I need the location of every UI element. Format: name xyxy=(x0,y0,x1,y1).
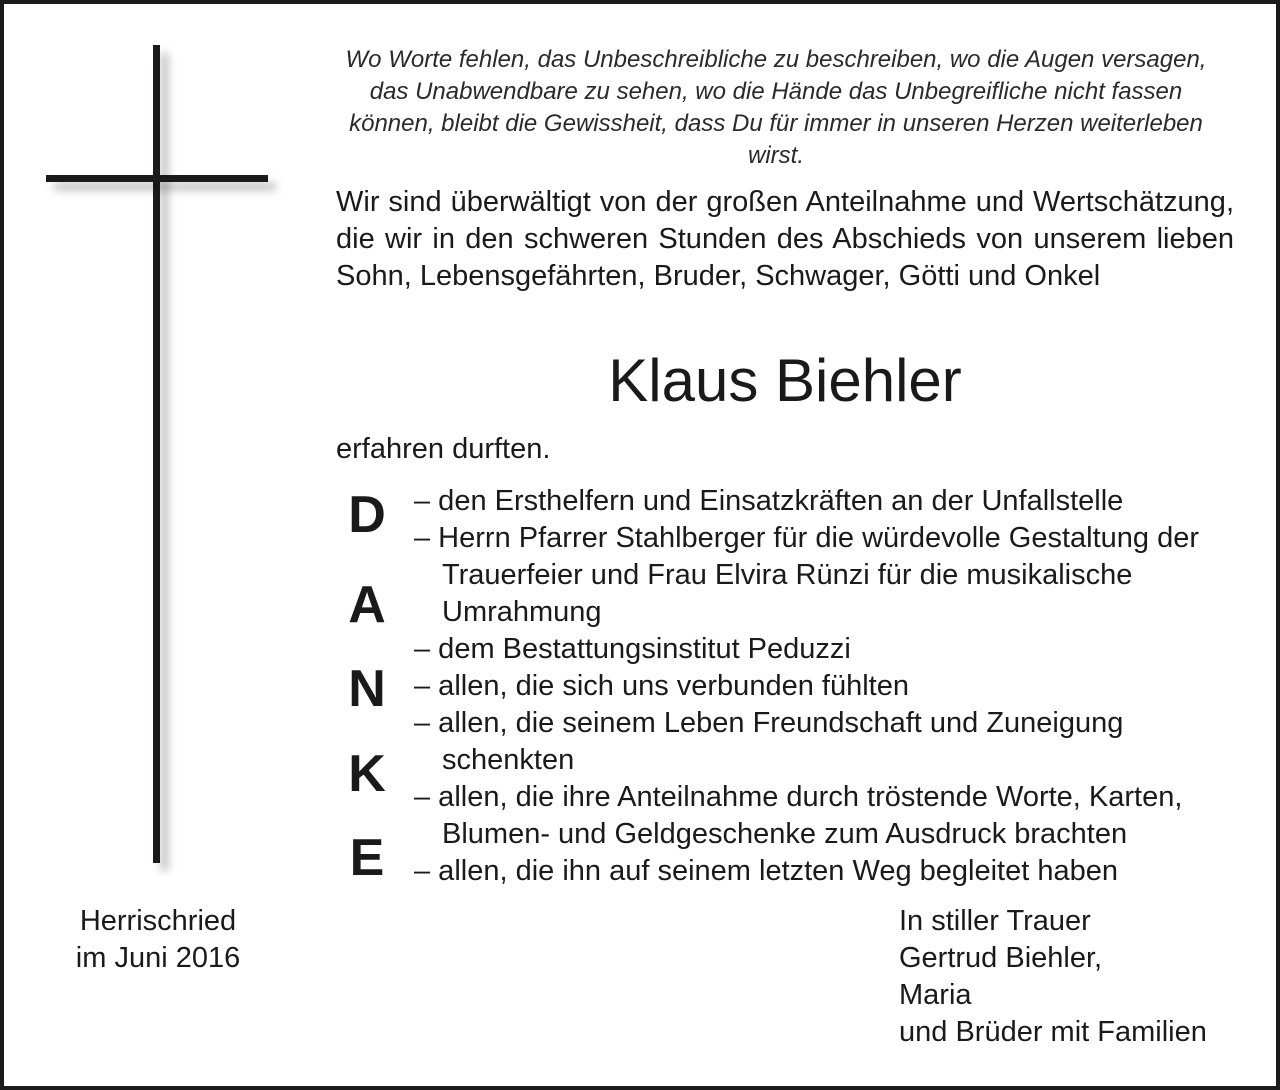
place-town: Herrischried xyxy=(79,905,237,937)
list-item: – dem Bestattungsinstitut Peduzzi xyxy=(414,633,851,665)
danke-letter: A xyxy=(348,576,386,634)
danke-letter: D xyxy=(348,486,386,544)
cross-horizontal-beam xyxy=(46,175,268,182)
place-date: im Juni 2016 xyxy=(75,942,241,974)
signature-line: und Brüder mit Familien xyxy=(899,1016,1207,1048)
list-item: – allen, die ihn auf seinem letzten Weg begleitet haben xyxy=(414,855,1119,887)
intro-text: Wir sind überwältigt von der großen Anteilnahme und Wertschätzung, die wir in den schweren Stunden des Abschieds von unserem lieben Sohn, Lebensgefährten, Bruder, Schwager, Götti und Onkel xyxy=(336,186,1234,292)
danke-letter: N xyxy=(348,660,386,718)
cross-vertical-beam xyxy=(153,45,160,863)
deceased-name: Klaus Biehler xyxy=(608,347,962,414)
place-and-date xyxy=(60,903,256,977)
list-item: – Herrn Pfarrer Stahlberger für die würdevolle Gestaltung der Trauerfeier und Frau Elvira Rünzi für die musikalische Umrahmung xyxy=(414,522,1199,628)
list-item: – den Ersthelfern und Einsatzkräften an der Unfallstelle xyxy=(414,485,1124,517)
list-item: – allen, die ihre Anteilnahme durch tröstende Worte, Karten, Blumen- und Geldgeschenke zum Ausdruck brachten xyxy=(414,781,1183,850)
motto-quote: Wo Worte fehlen, das Unbeschreibliche zu beschreiben, wo die Augen versagen, das Unabwendbare zu sehen, wo die Hände das Unbegreifliche nicht fassen können, bleibt die Gewissheit, dass Du für immer in unseren Herzen weiterleben wirst. xyxy=(345,46,1207,169)
after-name-text: erfahren durften. xyxy=(336,433,551,465)
signature-block xyxy=(899,903,1207,1051)
thanks-list xyxy=(414,483,1244,890)
signature-line: In stiller Trauer xyxy=(899,905,1091,937)
signature-line: Maria xyxy=(899,979,972,1011)
danke-letter: E xyxy=(349,829,385,887)
list-item: – allen, die sich uns verbunden fühlten xyxy=(414,670,909,702)
signature-line: Gertrud Biehler, xyxy=(899,942,1103,974)
list-item: – allen, die seinem Leben Freundschaft und Zuneigung schenkten xyxy=(414,707,1124,776)
danke-letter: K xyxy=(348,745,386,803)
